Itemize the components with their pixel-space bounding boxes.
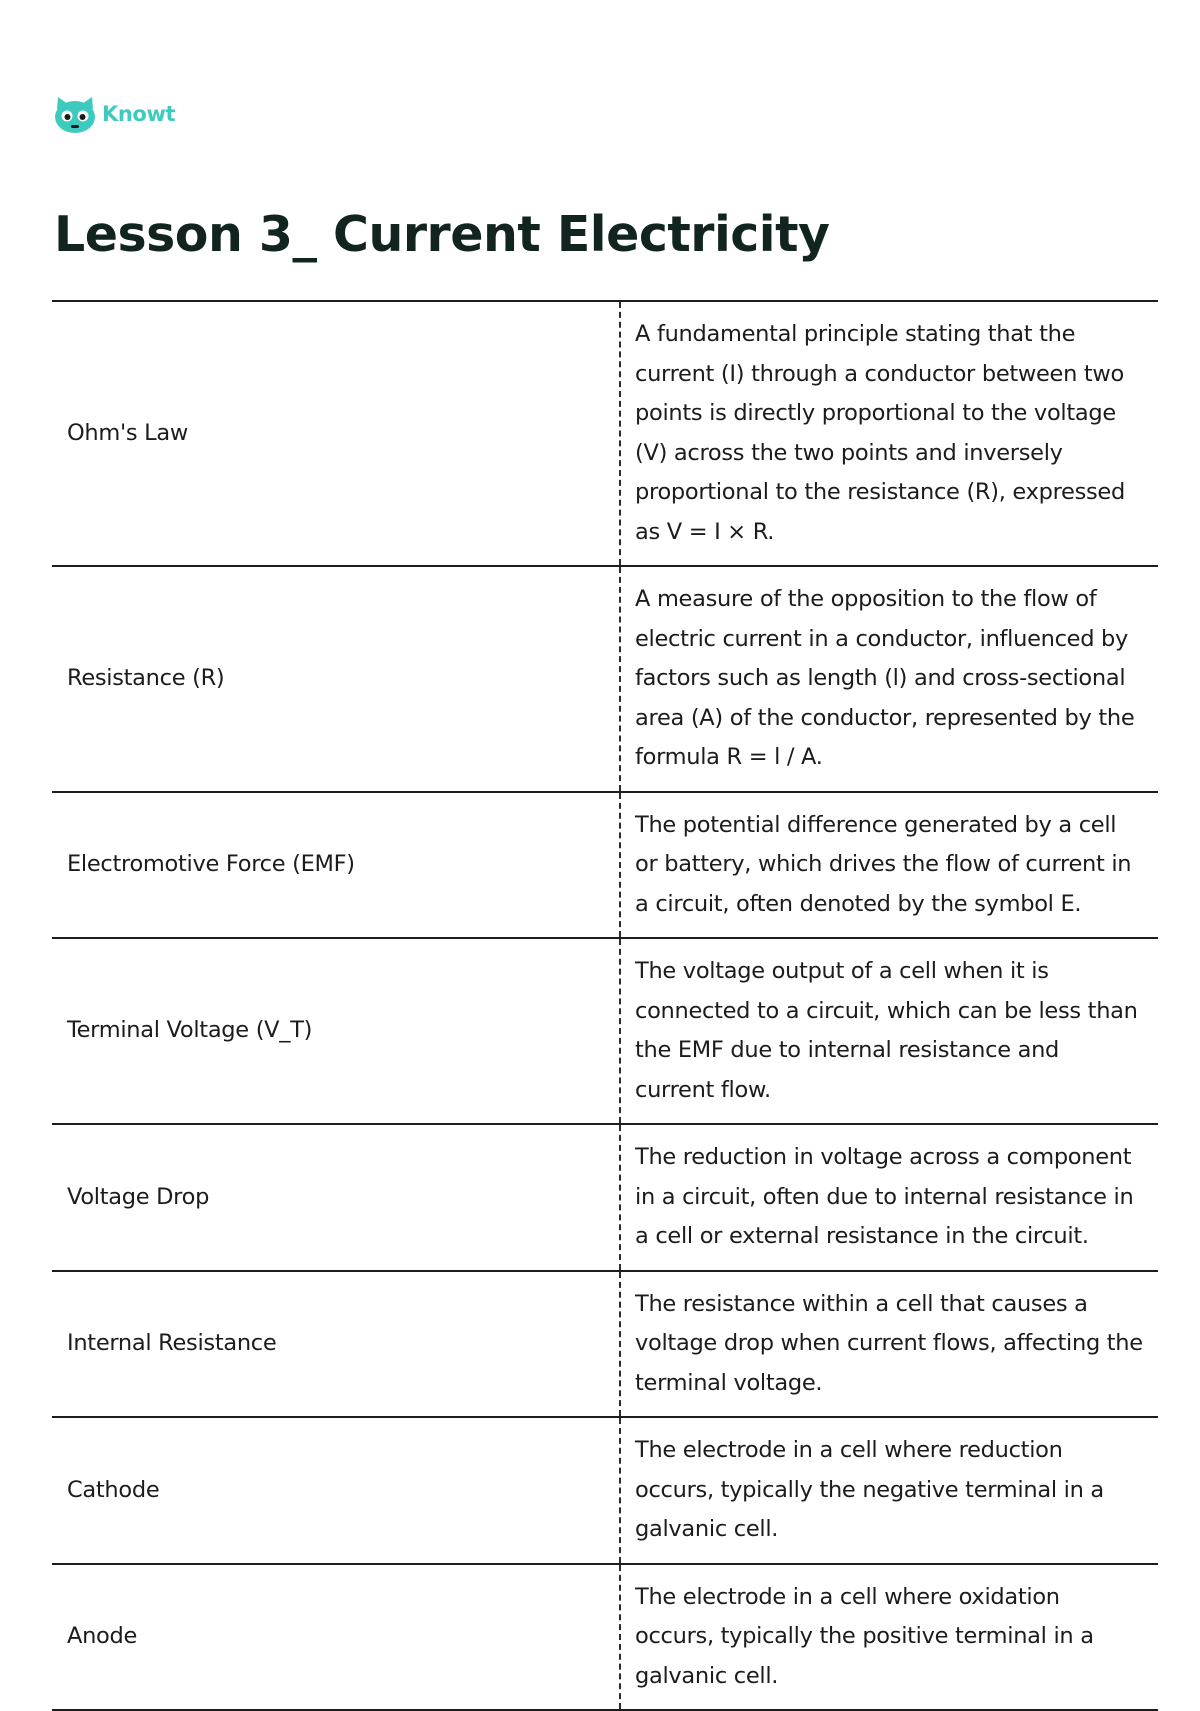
definition-cell: The resistance within a cell that causes a voltage drop when current flows, affecting the terminal voltage.: [620, 1271, 1158, 1418]
page-title: Lesson 3_ Current Electricity: [54, 206, 830, 263]
term-cell: Voltage Drop: [67, 1183, 210, 1210]
table-row: [52, 792, 1158, 939]
terms-table: [52, 300, 1158, 1711]
term-cell: Ohm's Law: [67, 419, 188, 446]
definition-cell: The electrode in a cell where reduction occurs, typically the negative terminal in a galvanic cell.: [620, 1417, 1158, 1564]
table-row: [52, 1417, 1158, 1564]
definition-cell: The voltage output of a cell when it is connected to a circuit, which can be less than the EMF due to internal resistance and current flow.: [620, 938, 1158, 1124]
definition-cell: A fundamental principle stating that the current (I) through a conductor between two points is directly proportional to the voltage (V) across the two points and inversely proportional to the resistance (R), expressed as V = I × R.: [620, 301, 1158, 566]
term-cell: Resistance (R): [67, 665, 225, 691]
definition-cell: A measure of the opposition to the flow of electric current in a conductor, influenced by factors such as length (l) and cross-sectional area (A) of the conductor, represented by the formula R = l / A.: [620, 566, 1158, 792]
table-row: [52, 938, 1158, 1124]
terms-table-body: [52, 301, 1158, 1710]
term-cell: Terminal Voltage (V_T): [67, 1017, 313, 1044]
definition-cell: The electrode in a cell where oxidation occurs, typically the positive terminal in a galvanic cell.: [620, 1564, 1158, 1711]
table-row: [52, 301, 1158, 566]
brand-name: Knowt: [102, 102, 176, 126]
term-cell: Electromotive Force (EMF): [67, 851, 355, 877]
term-cell: Cathode: [67, 1476, 160, 1503]
knowt-cat-logo-icon: [52, 94, 98, 134]
table-row: [52, 566, 1158, 792]
definition-cell: The reduction in voltage across a component in a circuit, often due to internal resistance in a cell or external resistance in the circuit.: [620, 1124, 1158, 1271]
table-row: [52, 1271, 1158, 1418]
term-cell: Anode: [67, 1623, 138, 1649]
brand: [52, 94, 175, 134]
term-cell: Internal Resistance: [67, 1330, 277, 1356]
definition-cell: The potential difference generated by a cell or battery, which drives the flow of current in a circuit, often denoted by the symbol E.: [620, 792, 1158, 939]
table-row: [52, 1124, 1158, 1271]
table-row: [52, 1564, 1158, 1711]
